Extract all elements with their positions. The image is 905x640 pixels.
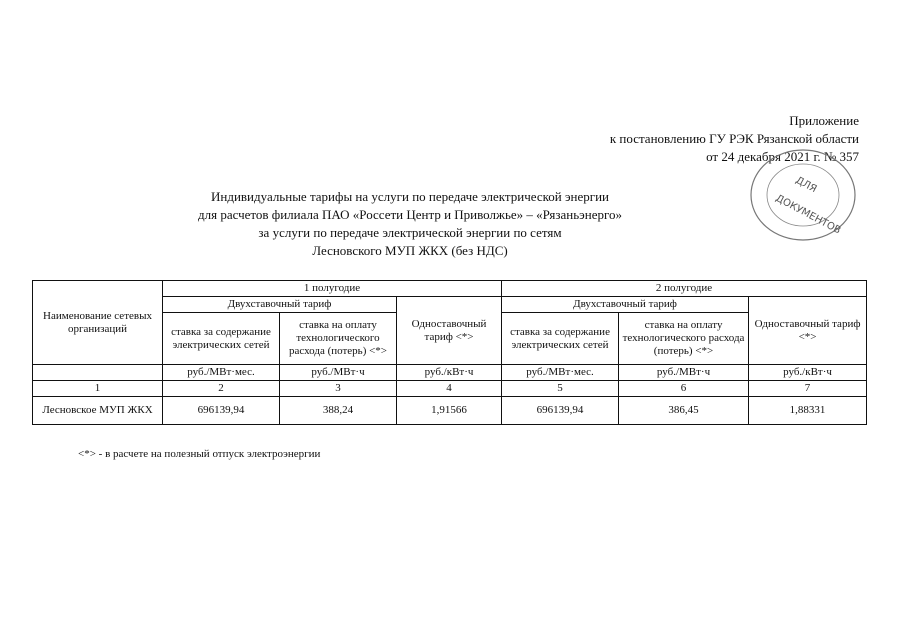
appendix-line-1: Приложение [789, 113, 859, 128]
value-cell: 388,24 [280, 397, 397, 425]
header-half-2: 2 полугодие [502, 281, 867, 297]
tariff-table [32, 280, 867, 425]
unit-cell: руб./кВт·ч [749, 365, 867, 381]
value-cell: 1,88331 [749, 397, 867, 425]
title-line-1: Индивидуальные тарифы на услуги по передаче электрической энергии [210, 189, 610, 204]
value-cell: 696139,94 [502, 397, 619, 425]
header-two-part-2: Двухставочный тариф [502, 297, 749, 313]
header-content-rate-2: ставка за содержание электрических сетей [502, 313, 619, 365]
svg-text:ДЛЯ: ДЛЯ [793, 174, 819, 196]
header-content-rate-1: ставка за содержание электрических сетей [163, 313, 280, 365]
value-cell: 696139,94 [163, 397, 280, 425]
header-single-1: Одноставочный тариф <*> [397, 297, 502, 365]
header-org: Наименование сетевых организаций [33, 281, 163, 365]
column-number: 5 [502, 381, 619, 397]
column-number: 4 [397, 381, 502, 397]
column-number: 1 [33, 381, 163, 397]
unit-cell: руб./МВт·мес. [163, 365, 280, 381]
value-cell: 1,91566 [397, 397, 502, 425]
title-line-4: Лесновского МУП ЖКХ (без НДС) [312, 243, 508, 258]
column-number: 3 [280, 381, 397, 397]
header-two-part-1: Двухставочный тариф [163, 297, 397, 313]
column-number: 2 [163, 381, 280, 397]
unit-cell: руб./МВт·ч [619, 365, 749, 381]
units-empty [33, 365, 163, 381]
footnote: <*> - в расчете на полезный отпуск электроэнергии [78, 448, 321, 460]
stamp-seal [735, 140, 865, 250]
title-line-3: за услуги по передаче электрической энергии по сетям [258, 225, 562, 240]
appendix-line-2: к постановлению ГУ РЭК Рязанской области [609, 131, 859, 146]
value-cell: 386,45 [619, 397, 749, 425]
header-single-2: Одноставочный тариф <*> [749, 297, 867, 365]
header-losses-rate-1: ставка на оплату технологического расхода (потерь) <*> [280, 313, 397, 365]
column-number: 7 [749, 381, 867, 397]
unit-cell: руб./МВт·мес. [502, 365, 619, 381]
header-half-1: 1 полугодие [163, 281, 502, 297]
unit-cell: руб./МВт·ч [280, 365, 397, 381]
title-line-2: для расчетов филиала ПАО «Россети Центр и Приволжье» – «Рязаньэнерго» [197, 207, 622, 222]
table-row [33, 397, 867, 425]
unit-cell: руб./кВт·ч [397, 365, 502, 381]
header-losses-rate-2: ставка на оплату технологического расхода (потерь) <*> [619, 313, 749, 365]
appendix-line-3: от 24 декабря 2021 г. № 357 [706, 149, 859, 164]
document-title [150, 188, 670, 260]
column-number: 6 [619, 381, 749, 397]
svg-text:ДОКУМЕНТОВ: ДОКУМЕНТОВ [773, 192, 843, 237]
org-name-cell: Лесновское МУП ЖКХ [33, 397, 163, 425]
